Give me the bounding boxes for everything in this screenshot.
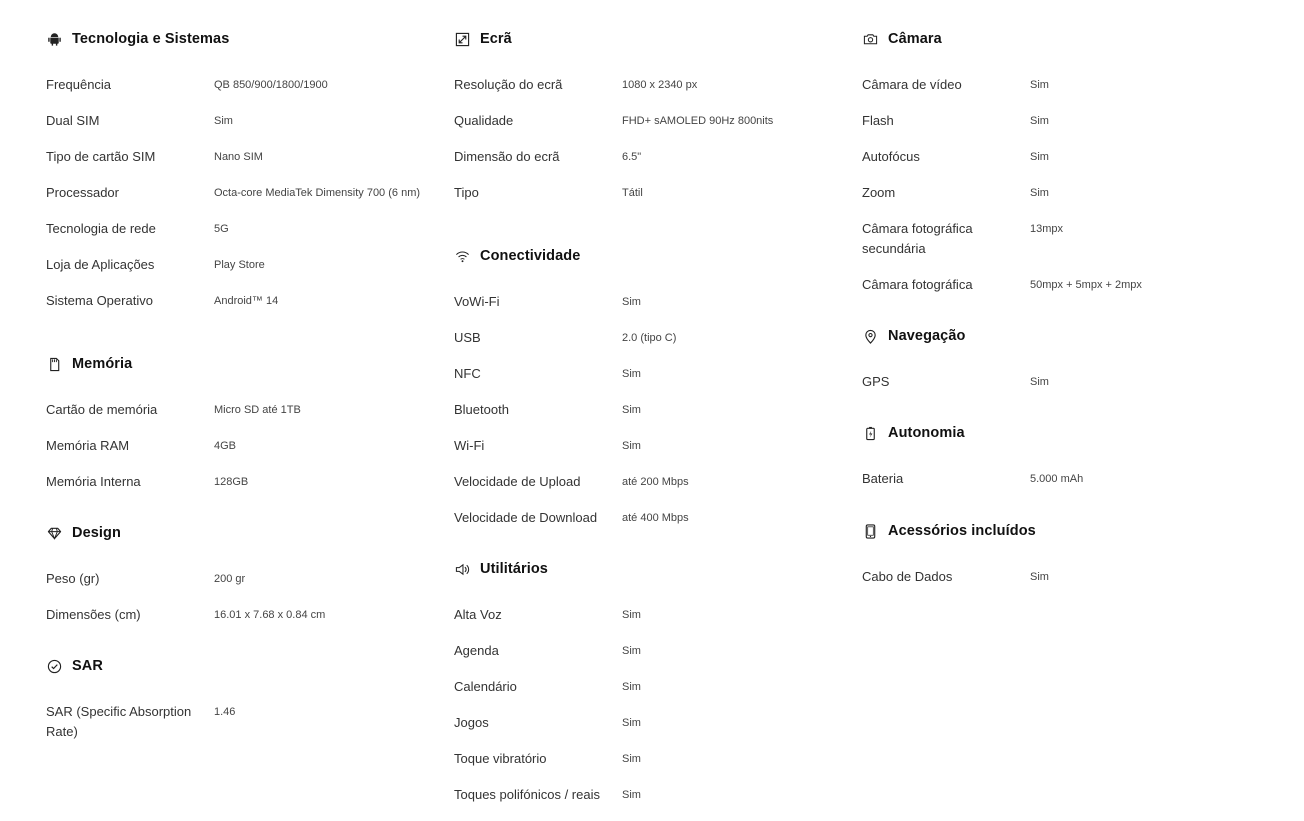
section-header xyxy=(454,559,854,579)
spec-value: 6.5" xyxy=(622,151,642,163)
spec-row-flash xyxy=(862,111,1262,131)
spec-value: Nano SIM xyxy=(214,151,263,163)
spec-list xyxy=(454,75,854,203)
spec-label: Dual SIM xyxy=(46,113,100,128)
spec-row-qualidade xyxy=(454,111,854,131)
spec-value: Micro SD até 1TB xyxy=(214,404,301,416)
spec-value: Play Store xyxy=(214,259,265,271)
spec-label: GPS xyxy=(862,374,890,389)
spec-row-tipo-de-cartao-sim xyxy=(46,147,446,167)
spec-label: Zoom xyxy=(862,185,896,200)
spec-value: Sim xyxy=(622,753,641,765)
spec-row-wi-fi xyxy=(454,436,854,456)
spec-value: Sim xyxy=(622,681,641,693)
section-header xyxy=(454,246,854,266)
spec-label: Memória Interna xyxy=(46,474,141,489)
spec-list xyxy=(46,569,446,625)
spec-value: Sim xyxy=(214,115,233,127)
section-title: Utilitários xyxy=(480,561,548,577)
section-acessorios xyxy=(862,521,1262,603)
spec-value: 2.0 (tipo C) xyxy=(622,332,677,344)
spec-row-sistema-operativo xyxy=(46,291,446,311)
section-memoria xyxy=(46,354,446,508)
spec-list xyxy=(46,702,446,742)
spec-row-loja-de-aplicacoes xyxy=(46,255,446,275)
spec-label: Câmara de vídeo xyxy=(862,77,962,92)
spec-row-camara-fotografica-secundaria xyxy=(862,219,1262,259)
spec-value: Sim xyxy=(622,609,641,621)
spec-value: Sim xyxy=(1030,115,1049,127)
section-title: Memória xyxy=(72,356,133,372)
spec-row-calendario xyxy=(454,677,854,697)
spec-value: Android™ 14 xyxy=(214,295,279,307)
section-header xyxy=(46,354,446,374)
spec-value: Sim xyxy=(622,717,641,729)
spec-value: Sim xyxy=(1030,376,1049,388)
speaker-icon xyxy=(454,561,470,577)
spec-label: Cartão de memória xyxy=(46,402,158,417)
section-title: Ecrã xyxy=(480,31,512,47)
spec-row-cartao-de-memoria xyxy=(46,400,446,420)
section-title: Acessórios incluídos xyxy=(888,523,1036,539)
spec-row-usb xyxy=(454,328,854,348)
check-circle-icon xyxy=(46,658,62,674)
spec-value: 4GB xyxy=(214,440,237,452)
spec-label: Toques polifónicos / reais xyxy=(454,787,600,802)
spec-label: USB xyxy=(454,330,481,345)
spec-row-bluetooth xyxy=(454,400,854,420)
spec-row-toque-vibratorio xyxy=(454,749,854,769)
spec-label: VoWi-Fi xyxy=(454,294,500,309)
section-header xyxy=(46,29,446,49)
wifi-icon xyxy=(454,248,470,264)
spec-label: Memória RAM xyxy=(46,438,130,453)
spec-label: Frequência xyxy=(46,77,112,92)
section-title: SAR xyxy=(72,658,103,674)
spec-label: Qualidade xyxy=(454,113,514,128)
spec-label: Dimensões (cm) xyxy=(46,607,141,622)
spec-label: Bateria xyxy=(862,471,904,486)
camera-icon xyxy=(862,31,878,47)
spec-row-frequencia xyxy=(46,75,446,95)
spec-list xyxy=(454,292,854,528)
spec-row-processador xyxy=(46,183,446,203)
spec-label: Flash xyxy=(862,113,894,128)
spec-row-sar-specific-absorption-rate xyxy=(46,702,446,742)
spec-list xyxy=(454,605,854,805)
spec-label: Velocidade de Download xyxy=(454,510,598,525)
spec-list xyxy=(862,372,1262,392)
spec-label: Resolução do ecrã xyxy=(454,77,563,92)
spec-row-jogos xyxy=(454,713,854,733)
sd-card-icon xyxy=(46,356,62,372)
spec-value: até 200 Mbps xyxy=(622,476,689,488)
spec-value: Sim xyxy=(622,440,641,452)
spec-row-velocidade-de-upload xyxy=(454,472,854,492)
android-icon xyxy=(46,31,62,47)
section-title: Design xyxy=(72,525,121,541)
spec-value: 13mpx xyxy=(1030,223,1064,235)
spec-label: Peso (gr) xyxy=(46,571,100,586)
diamond-icon xyxy=(46,525,62,541)
section-camara xyxy=(862,29,1262,311)
spec-value: Octa-core MediaTek Dimensity 700 (6 nm) xyxy=(214,187,421,199)
spec-value: 128GB xyxy=(214,476,249,488)
battery-icon xyxy=(862,425,878,441)
section-header xyxy=(862,423,1262,443)
section-sar xyxy=(46,656,446,758)
section-header xyxy=(454,29,854,49)
spec-row-dual-sim xyxy=(46,111,446,131)
section-header xyxy=(46,523,446,543)
spec-label: Alta Voz xyxy=(454,607,502,622)
spec-label: Dimensão do ecrã xyxy=(454,149,560,164)
spec-row-velocidade-de-download xyxy=(454,508,854,528)
spec-row-cabo-de-dados xyxy=(862,567,1262,587)
spec-list xyxy=(46,400,446,492)
spec-label: Processador xyxy=(46,185,119,200)
spec-value: Sim xyxy=(1030,187,1049,199)
spec-label: Wi-Fi xyxy=(454,438,485,453)
section-design xyxy=(46,523,446,641)
spec-value: Sim xyxy=(1030,571,1049,583)
section-ecra xyxy=(454,29,854,219)
spec-label: Bluetooth xyxy=(454,402,509,417)
spec-row-vowi-fi xyxy=(454,292,854,312)
spec-value: 16.01 x 7.68 x 0.84 cm xyxy=(214,609,326,621)
spec-row-dimensoes-cm xyxy=(46,605,446,625)
spec-label: Tipo de cartão SIM xyxy=(46,149,156,164)
spec-value: Sim xyxy=(622,404,641,416)
spec-value: até 400 Mbps xyxy=(622,512,689,524)
section-title: Câmara xyxy=(888,31,942,47)
section-autonomia xyxy=(862,423,1262,505)
spec-row-camara-fotografica xyxy=(862,275,1262,295)
spec-row-bateria xyxy=(862,469,1262,489)
section-header xyxy=(862,326,1262,346)
section-tecnologia xyxy=(46,29,446,327)
section-title: Autonomia xyxy=(888,425,965,441)
spec-row-toques-polifonicos-reais xyxy=(454,785,854,805)
phone-icon xyxy=(862,523,878,539)
spec-value: Sim xyxy=(1030,79,1049,91)
spec-value: 1.46 xyxy=(214,706,236,718)
spec-list xyxy=(862,469,1262,489)
spec-value: Sim xyxy=(622,645,641,657)
section-header xyxy=(862,521,1262,541)
spec-value: Sim xyxy=(1030,151,1049,163)
spec-value: Sim xyxy=(622,368,641,380)
section-utilitarios xyxy=(454,559,854,821)
spec-row-nfc xyxy=(454,364,854,384)
spec-value: Tátil xyxy=(622,187,643,199)
spec-row-agenda xyxy=(454,641,854,661)
spec-row-camara-de-video xyxy=(862,75,1262,95)
spec-label: Velocidade de Upload xyxy=(454,474,581,489)
spec-list xyxy=(862,75,1262,295)
spec-row-tipo xyxy=(454,183,854,203)
spec-label: Tecnologia de rede xyxy=(46,221,156,236)
spec-row-alta-voz xyxy=(454,605,854,625)
spec-row-autofocus xyxy=(862,147,1262,167)
spec-value: Sim xyxy=(622,789,641,801)
section-conectividade xyxy=(454,246,854,544)
section-title: Conectividade xyxy=(480,248,581,264)
spec-label: Calendário xyxy=(454,679,517,694)
spec-row-tecnologia-de-rede xyxy=(46,219,446,239)
spec-label: Cabo de Dados xyxy=(862,569,953,584)
spec-value: Sim xyxy=(622,296,641,308)
spec-value: 5G xyxy=(214,223,229,235)
spec-value: FHD+ sAMOLED 90Hz 800nits xyxy=(622,115,774,127)
section-header xyxy=(862,29,1262,49)
spec-list xyxy=(46,75,446,311)
spec-value: 200 gr xyxy=(214,573,246,585)
spec-value: 1080 x 2340 px xyxy=(622,79,698,91)
spec-row-memoria-ram xyxy=(46,436,446,456)
spec-row-zoom xyxy=(862,183,1262,203)
section-header xyxy=(46,656,446,676)
spec-label: Câmara fotográfica secundária xyxy=(862,221,973,256)
section-title: Tecnologia e Sistemas xyxy=(72,31,230,47)
spec-label: Loja de Aplicações xyxy=(46,257,155,272)
spec-label: Agenda xyxy=(454,643,499,658)
section-title: Navegação xyxy=(888,328,966,344)
spec-row-gps xyxy=(862,372,1262,392)
spec-label: Tipo xyxy=(454,185,479,200)
map-pin-icon xyxy=(862,328,878,344)
spec-row-resolucao-do-ecra xyxy=(454,75,854,95)
spec-row-peso-gr xyxy=(46,569,446,589)
spec-row-dimensao-do-ecra xyxy=(454,147,854,167)
spec-row-memoria-interna xyxy=(46,472,446,492)
spec-label: Jogos xyxy=(454,715,489,730)
spec-value: 5.000 mAh xyxy=(1030,473,1084,485)
spec-label: Autofócus xyxy=(862,149,920,164)
spec-list xyxy=(862,567,1262,587)
spec-label: Câmara fotográfica xyxy=(862,277,973,292)
spec-label: Toque vibratório xyxy=(454,751,547,766)
section-navegacao xyxy=(862,326,1262,408)
spec-label: Sistema Operativo xyxy=(46,293,153,308)
spec-label: NFC xyxy=(454,366,481,381)
spec-value: 50mpx + 5mpx + 2mpx xyxy=(1030,279,1142,291)
spec-label: SAR (Specific Absorption Rate) xyxy=(46,704,192,739)
spec-value: QB 850/900/1800/1900 xyxy=(214,79,328,91)
expand-icon xyxy=(454,31,470,47)
